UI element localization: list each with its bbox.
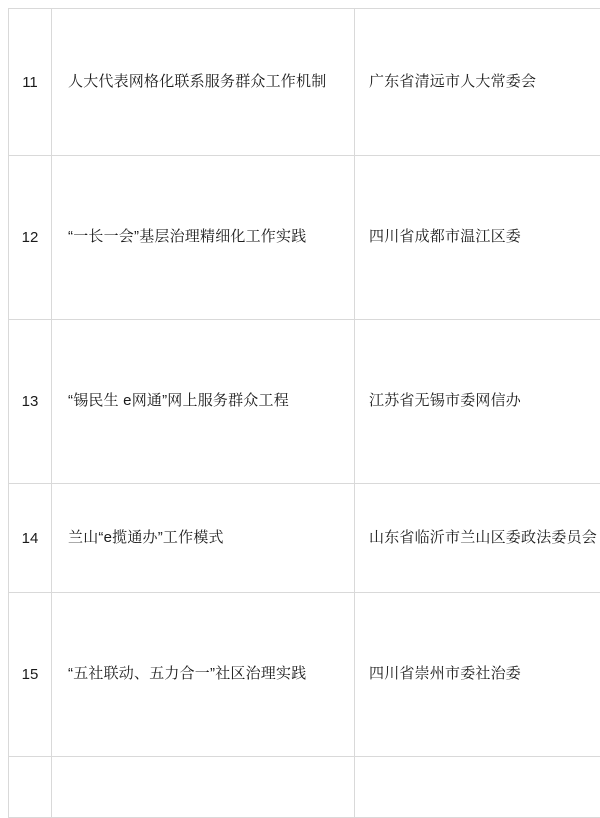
project-name-text: 人大代表网格化联系服务群众工作机制 — [68, 69, 340, 95]
row-project-name — [52, 593, 355, 757]
row-organization — [355, 156, 600, 320]
table-row — [9, 484, 600, 593]
row-index: 12 — [9, 156, 52, 320]
organization-text: 广东省清远市人大常委会 — [369, 69, 600, 95]
organization-text: 四川省崇州市委社治委 — [369, 661, 600, 687]
table-row — [9, 9, 600, 156]
row-organization — [355, 9, 600, 156]
row-index: 14 — [9, 484, 52, 593]
project-name-text: “锡民生 e网通”网上服务群众工程 — [68, 388, 340, 414]
row-project-name — [52, 156, 355, 320]
organization-text: 四川省成都市温江区委 — [369, 224, 600, 250]
row-organization — [355, 484, 600, 593]
organization-text: 江苏省无锡市委网信办 — [369, 388, 600, 414]
row-organization — [355, 757, 600, 818]
table-row — [9, 156, 600, 320]
table-row — [9, 593, 600, 757]
organization-text: 山东省临沂市兰山区委政法委员会 — [369, 525, 600, 551]
row-project-name — [52, 484, 355, 593]
project-list-table — [8, 8, 600, 818]
project-name-text: “一长一会”基层治理精细化工作实践 — [68, 224, 340, 250]
row-index — [9, 757, 52, 818]
row-index: 13 — [9, 320, 52, 484]
row-project-name — [52, 9, 355, 156]
project-name-text: 兰山“e揽通办”工作模式 — [68, 525, 340, 551]
row-index: 15 — [9, 593, 52, 757]
table-row — [9, 320, 600, 484]
row-project-name — [52, 320, 355, 484]
table-row-partial — [9, 757, 600, 818]
project-name-text: “五社联动、五力合一”社区治理实践 — [68, 661, 340, 687]
row-project-name — [52, 757, 355, 818]
row-index: 11 — [9, 9, 52, 156]
row-organization — [355, 593, 600, 757]
row-organization — [355, 320, 600, 484]
